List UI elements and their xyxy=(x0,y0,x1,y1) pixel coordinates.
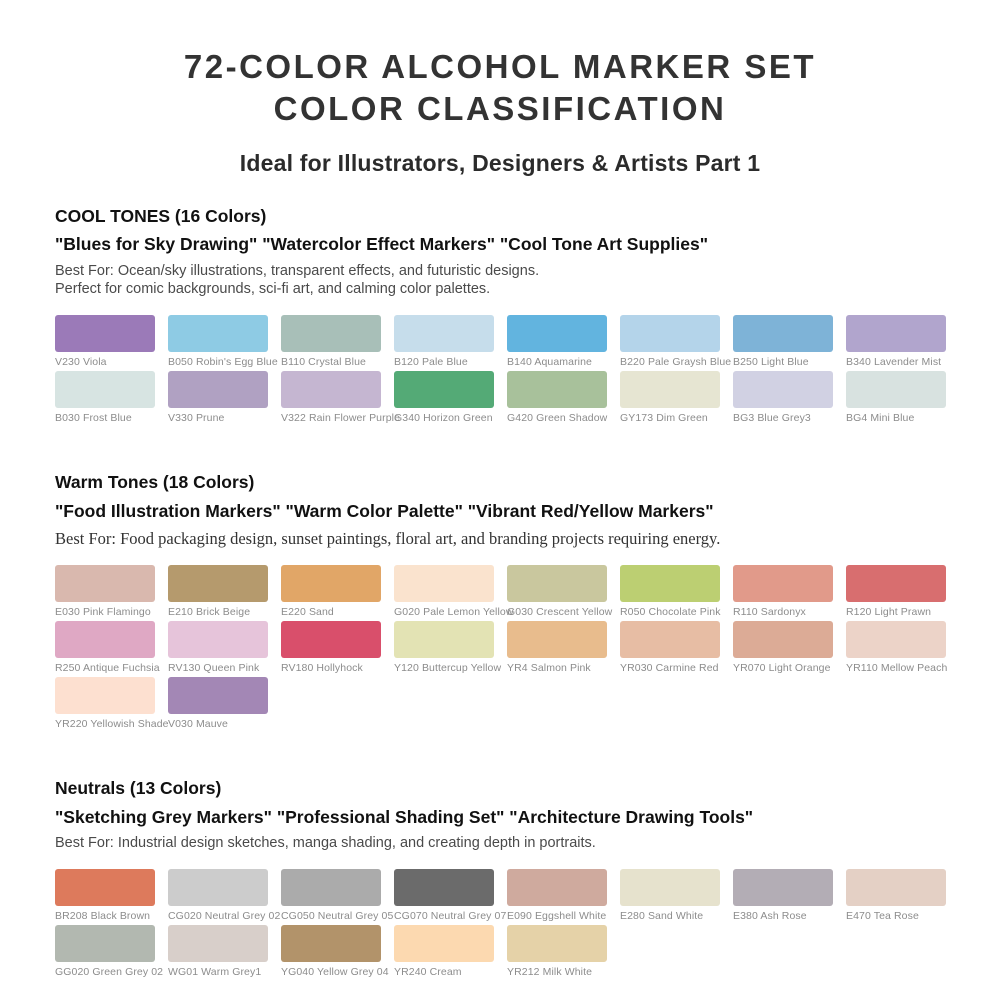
section-keywords: "Sketching Grey Markers" "Professional Shading Set" "Architecture Drawing Tools" xyxy=(55,806,754,827)
color-chip-e220 xyxy=(281,565,381,602)
swatch-b030 xyxy=(55,371,155,424)
section-keywords: "Blues for Sky Drawing" "Watercolor Effect Markers" "Cool Tone Art Supplies" xyxy=(55,234,709,255)
color-chip-r250 xyxy=(55,621,155,658)
swatch-label: BG3 Blue Grey3 xyxy=(733,412,811,425)
swatch-r050 xyxy=(620,565,720,618)
swatch-label: B340 Lavender Mist xyxy=(846,356,942,369)
swatch-y120 xyxy=(394,621,502,675)
swatch-label: G340 Horizon Green xyxy=(394,412,493,425)
swatch-yr220 xyxy=(55,677,169,731)
color-chip-r050 xyxy=(620,565,720,602)
swatch-r120 xyxy=(846,565,946,618)
color-chip-e470 xyxy=(846,869,946,906)
best-for-line: Best For: Food packaging design, sunset paintings, floral art, and branding projects requiring energy. xyxy=(55,529,721,548)
swatch-e220 xyxy=(281,565,381,618)
swatch-yg040 xyxy=(281,925,389,979)
color-chip-br208 xyxy=(55,869,155,906)
color-chip-yr070 xyxy=(733,621,833,658)
color-chip-r120 xyxy=(846,565,946,602)
swatch-g030 xyxy=(507,565,613,619)
swatch-g340 xyxy=(394,371,494,424)
color-chip-r110 xyxy=(733,565,833,602)
color-chip-v322 xyxy=(281,371,381,408)
best-for-block xyxy=(55,834,945,853)
swatch-rv180 xyxy=(281,621,381,674)
color-chip-yr240 xyxy=(394,925,494,962)
swatch-label: G420 Green Shadow xyxy=(507,412,608,425)
swatch-label: R120 Light Prawn xyxy=(846,606,932,619)
swatch-b250 xyxy=(733,315,833,368)
page-subtitle: Ideal for Illustrators, Designers & Artists Part 1 xyxy=(239,149,761,176)
swatch-label: RV130 Queen Pink xyxy=(168,662,260,675)
swatch-e280 xyxy=(620,869,720,922)
swatch-grid-neutrals xyxy=(55,869,945,978)
color-chip-v030 xyxy=(168,677,268,714)
color-chip-e210 xyxy=(168,565,268,602)
page-title xyxy=(55,46,945,130)
swatch-label: YR212 Milk White xyxy=(507,966,593,979)
color-chip-cg050 xyxy=(281,869,381,906)
swatch-label: V030 Mauve xyxy=(168,718,228,731)
color-chip-yr110 xyxy=(846,621,946,658)
color-chip-bg3 xyxy=(733,371,833,408)
swatch-b110 xyxy=(281,315,381,368)
color-chip-g020 xyxy=(394,565,494,602)
page-title-line2: COLOR CLASSIFICATION xyxy=(273,89,727,127)
swatch-grid-warm xyxy=(55,565,948,731)
best-for-line: Best For: Industrial design sketches, manga shading, and creating depth in portraits. xyxy=(55,835,596,852)
color-chip-yr220 xyxy=(55,677,155,714)
swatch-label: B140 Aquamarine xyxy=(507,356,592,369)
swatch-grid-cool xyxy=(55,315,945,424)
swatch-v230 xyxy=(55,315,155,368)
color-chip-e280 xyxy=(620,869,720,906)
swatch-label: E090 Eggshell White xyxy=(507,910,607,923)
swatch-br208 xyxy=(55,869,155,922)
swatch-row xyxy=(55,925,945,978)
section-neutrals xyxy=(55,776,945,978)
swatch-label: Y120 Buttercup Yellow xyxy=(394,662,502,675)
swatch-cg020 xyxy=(168,869,281,923)
swatch-r250 xyxy=(55,621,160,675)
color-chip-g340 xyxy=(394,371,494,408)
color-chip-yr212 xyxy=(507,925,607,962)
color-chip-bg4 xyxy=(846,371,946,408)
swatch-rv130 xyxy=(168,621,268,674)
swatch-g420 xyxy=(507,371,607,424)
best-for-line: Best For: Ocean/sky illustrations, transparent effects, and futuristic designs. xyxy=(55,262,540,279)
color-chip-b140 xyxy=(507,315,607,352)
color-chip-wg01 xyxy=(168,925,268,962)
color-chip-e090 xyxy=(507,869,607,906)
swatch-row xyxy=(55,869,945,922)
swatch-row xyxy=(55,565,945,618)
swatch-cg050 xyxy=(281,869,394,923)
swatch-label: V322 Rain Flower Purple xyxy=(281,412,401,425)
best-for-block xyxy=(55,262,945,300)
swatch-label: RV180 Hollyhock xyxy=(281,662,363,675)
swatch-label: B050 Robin's Egg Blue xyxy=(168,356,278,369)
color-chip-b110 xyxy=(281,315,381,352)
swatch-v330 xyxy=(168,371,268,424)
page-title-line1: 72-COLOR ALCOHOL MARKER SET xyxy=(183,48,817,85)
swatch-label: R110 Sardonyx xyxy=(733,606,806,619)
swatch-label: YR110 Mellow Peach xyxy=(846,662,948,675)
swatch-row xyxy=(55,621,948,675)
color-chip-b050 xyxy=(168,315,268,352)
color-chip-yr030 xyxy=(620,621,720,658)
swatch-v322 xyxy=(281,371,401,425)
swatch-yr240 xyxy=(394,925,494,978)
swatch-gy173 xyxy=(620,371,720,424)
swatch-e210 xyxy=(168,565,268,618)
swatch-label: YR070 Light Orange xyxy=(733,662,831,675)
swatch-e030 xyxy=(55,565,155,618)
color-chip-e380 xyxy=(733,869,833,906)
section-heading: Warm Tones (18 Colors) xyxy=(55,472,255,493)
color-chip-rv130 xyxy=(168,621,268,658)
swatch-label: YR4 Salmon Pink xyxy=(507,662,591,675)
swatch-label: YG040 Yellow Grey 04 xyxy=(281,966,389,979)
swatch-g020 xyxy=(394,565,514,619)
section-warm-tones xyxy=(55,470,948,731)
swatch-label: E280 Sand White xyxy=(620,910,704,923)
swatch-label: B220 Pale Graysh Blue xyxy=(620,356,732,369)
swatch-bg3 xyxy=(733,371,833,424)
color-chip-b220 xyxy=(620,315,720,352)
section-cool-tones xyxy=(55,204,945,424)
swatch-b120 xyxy=(394,315,494,368)
swatch-label: CG070 Neutral Grey 07 xyxy=(394,910,507,923)
swatch-b220 xyxy=(620,315,732,369)
swatch-label: GG020 Green Grey 02 xyxy=(55,966,164,979)
swatch-label: E380 Ash Rose xyxy=(733,910,807,923)
color-chip-b120 xyxy=(394,315,494,352)
swatch-yr212 xyxy=(507,925,607,978)
color-chip-yg040 xyxy=(281,925,381,962)
swatch-v030 xyxy=(168,677,268,730)
color-chip-b030 xyxy=(55,371,155,408)
color-chip-yr4 xyxy=(507,621,607,658)
section-heading: Neutrals (13 Colors) xyxy=(55,778,222,799)
swatch-label: E030 Pink Flamingo xyxy=(55,606,151,619)
color-chip-rv180 xyxy=(281,621,381,658)
color-chip-g420 xyxy=(507,371,607,408)
swatch-label: E210 Brick Beige xyxy=(168,606,251,619)
swatch-label: B120 Pale Blue xyxy=(394,356,468,369)
swatch-label: R050 Chocolate Pink xyxy=(620,606,721,619)
swatch-e380 xyxy=(733,869,833,922)
swatch-yr070 xyxy=(733,621,833,674)
color-chip-cg070 xyxy=(394,869,494,906)
color-chip-e030 xyxy=(55,565,155,602)
color-chip-v330 xyxy=(168,371,268,408)
swatch-label: YR030 Carmine Red xyxy=(620,662,719,675)
swatch-yr110 xyxy=(846,621,946,674)
swatch-bg4 xyxy=(846,371,946,424)
swatch-label: B030 Frost Blue xyxy=(55,412,132,425)
swatch-yr030 xyxy=(620,621,720,674)
swatch-label: YR220 Yellowish Shade xyxy=(55,718,169,731)
swatch-label: G030 Crescent Yellow xyxy=(507,606,613,619)
swatch-label: E220 Sand xyxy=(281,606,334,619)
swatch-b340 xyxy=(846,315,946,368)
swatch-e090 xyxy=(507,869,607,922)
swatch-gg020 xyxy=(55,925,164,979)
swatch-row xyxy=(55,677,945,730)
swatch-label: B250 Light Blue xyxy=(733,356,809,369)
swatch-label: R250 Antique Fuchsia xyxy=(55,662,160,675)
best-for-line: Perfect for comic backgrounds, sci-fi art, and calming color palettes. xyxy=(55,281,491,298)
swatch-label: BR208 Black Brown xyxy=(55,910,151,923)
swatch-e470 xyxy=(846,869,946,922)
color-chip-b250 xyxy=(733,315,833,352)
swatch-wg01 xyxy=(168,925,268,978)
color-chip-gy173 xyxy=(620,371,720,408)
swatch-label: G020 Pale Lemon Yellow xyxy=(394,606,514,619)
color-chip-cg020 xyxy=(168,869,268,906)
swatch-yr4 xyxy=(507,621,607,674)
swatch-label: YR240 Cream xyxy=(394,966,462,979)
swatch-b050 xyxy=(168,315,278,369)
swatch-b140 xyxy=(507,315,607,368)
swatch-label: GY173 Dim Green xyxy=(620,412,708,425)
swatch-r110 xyxy=(733,565,833,618)
swatch-row xyxy=(55,315,945,368)
color-chip-v230 xyxy=(55,315,155,352)
color-chip-b340 xyxy=(846,315,946,352)
swatch-row xyxy=(55,371,945,424)
swatch-cg070 xyxy=(394,869,507,923)
best-for-block xyxy=(55,528,945,549)
color-chip-gg020 xyxy=(55,925,155,962)
swatch-label: V330 Prune xyxy=(168,412,225,425)
swatch-label: B110 Crystal Blue xyxy=(281,356,366,369)
swatch-label: V230 Viola xyxy=(55,356,107,369)
swatch-label: E470 Tea Rose xyxy=(846,910,919,923)
color-chip-y120 xyxy=(394,621,494,658)
swatch-label: CG020 Neutral Grey 02 xyxy=(168,910,281,923)
swatch-label: BG4 Mini Blue xyxy=(846,412,915,425)
swatch-label: WG01 Warm Grey1 xyxy=(168,966,262,979)
section-heading: COOL TONES (16 Colors) xyxy=(55,205,267,226)
swatch-label: CG050 Neutral Grey 05 xyxy=(281,910,394,923)
section-keywords: "Food Illustration Markers" "Warm Color Palette" "Vibrant Red/Yellow Markers" xyxy=(55,500,714,521)
color-chip-g030 xyxy=(507,565,607,602)
